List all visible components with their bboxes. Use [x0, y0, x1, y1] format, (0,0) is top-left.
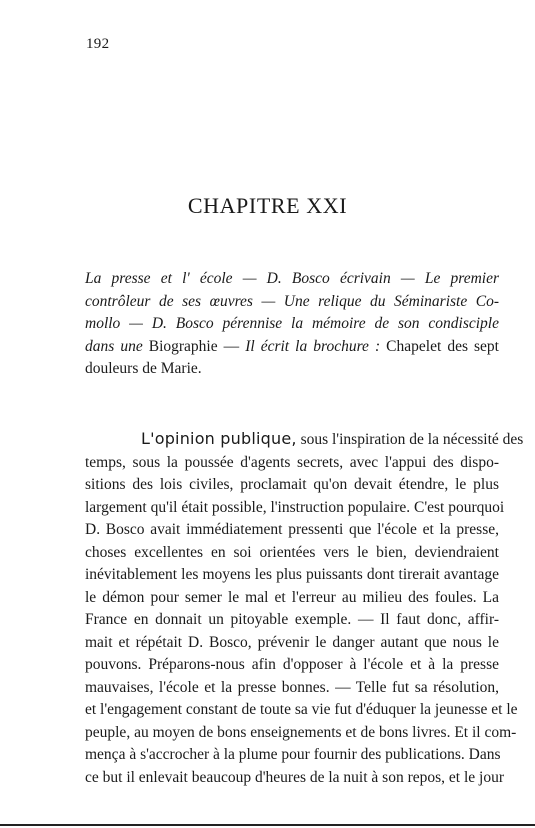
- body-line-text: peuple, au moyen de bons enseignements et de bons livres. Et il com-: [85, 723, 517, 741]
- body-line: [85, 542, 499, 565]
- body-line-text: mença à s'accrocher à la plume pour fournir des publications. Dans: [85, 746, 501, 763]
- summary-run: La presse et l' école — D. Bosco écrivain — Le premier: [85, 270, 499, 287]
- bottom-rule: [0, 824, 535, 826]
- body-line-text: mauvaises, l'école et la presse bonnes. — Telle fut sa résolution,: [85, 678, 499, 696]
- body-line: [85, 474, 499, 497]
- page-number: 192: [86, 36, 110, 52]
- body-line-text: largement qu'il était possible, l'instruction populaire. C'est pourquoi: [85, 498, 505, 516]
- summary-line: [85, 336, 499, 359]
- body-line-text: choses excellentes en soi orientées vers le bien, deviendraient: [85, 543, 499, 561]
- body-line: [85, 428, 524, 452]
- body-line: [85, 587, 499, 610]
- body-line-text: D. Bosco avait immédiatement pressenti que l'école et la presse,: [85, 521, 499, 538]
- chapter-title: CHAPITRE XXI: [187, 193, 348, 218]
- body-line-text: le démon pour semer le mal et l'erreur au milieu des foules. La: [85, 588, 499, 606]
- body-line-text: France en donnait un pitoyable exemple. — Il faut donc, affir-: [85, 611, 499, 628]
- body-line-text: ce but il enlevait beaucoup d'heures de la nuit à son repos, et le jour: [85, 768, 504, 786]
- body-line: [85, 767, 504, 790]
- chapter-summary: [85, 268, 499, 381]
- summary-run: Chapelet des sept: [380, 337, 499, 355]
- body-line: [85, 452, 499, 475]
- summary-run: contrôleur de ses œuvres — Une relique du Séminariste Co-: [85, 292, 499, 310]
- body-line: [85, 519, 499, 542]
- body-line: [85, 497, 505, 520]
- body-line: [85, 677, 499, 700]
- summary-run: douleurs de Marie.: [85, 360, 202, 377]
- body-line: [85, 564, 499, 587]
- body-line: [85, 722, 517, 745]
- body-line-text: sitions des lois civiles, proclamait qu'on devait étendre, le plus: [85, 476, 499, 493]
- summary-run: Biographie —: [142, 337, 246, 355]
- body-line: [85, 632, 499, 655]
- summary-line: [85, 268, 499, 291]
- summary-line: [85, 358, 499, 381]
- body-line-text: sous l'inspiration de la nécessité des: [296, 431, 524, 448]
- body-line: [85, 654, 499, 677]
- summary-run: mollo — D. Bosco pérennise la mémoire de son condisciple: [85, 315, 499, 332]
- body-line: [85, 744, 499, 767]
- body-line-text: inévitablement les moyens les plus puissants dont tirerait avantage: [85, 566, 499, 583]
- body-line-text: temps, sous la poussée d'agents secrets, avec l'appui des dispo-: [85, 453, 499, 471]
- body-line-text: pouvons. Préparons-nous afin d'opposer à l'école et à la presse: [85, 656, 499, 673]
- body-line-text: mait et répétait D. Bosco, prévenir le danger autant que nous le: [85, 633, 499, 651]
- summary-run: Il écrit la brochure :: [245, 337, 381, 355]
- body-line: [85, 699, 518, 722]
- summary-line: [85, 291, 499, 314]
- body-paragraph: [85, 428, 524, 789]
- summary-line: [85, 313, 499, 336]
- body-line: [85, 609, 499, 632]
- summary-run: dans une: [85, 337, 143, 355]
- body-line-text: et l'engagement constant de toute sa vie fut d'éduquer la jeunesse et le: [85, 701, 518, 718]
- lead-words: L'opinion publique,: [141, 429, 297, 448]
